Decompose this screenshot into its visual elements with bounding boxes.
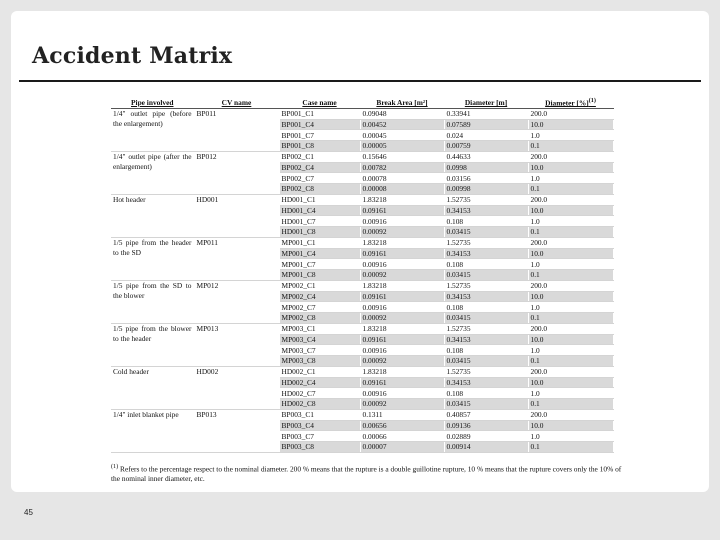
break-area-cell: 0.1311 — [360, 409, 444, 420]
break-area-cell: 0.00916 — [360, 345, 444, 356]
diameter-m-cell: 1.52735 — [444, 237, 528, 248]
diameter-m-cell: 1.52735 — [444, 366, 528, 377]
case-name-cell: MP002_C8 — [279, 313, 360, 324]
cv-name-cell: HD001 — [194, 194, 279, 237]
case-name-cell: HD002_C4 — [279, 377, 360, 388]
diameter-m-cell: 0.108 — [444, 259, 528, 270]
break-area-cell: 0.00452 — [360, 119, 444, 130]
diameter-percent-cell: 10.0 — [528, 377, 613, 388]
diameter-percent-cell: 0.1 — [528, 313, 613, 324]
diameter-m-cell: 0.108 — [444, 388, 528, 399]
break-area-cell: 0.00008 — [360, 184, 444, 195]
break-area-cell: 0.09161 — [360, 291, 444, 302]
page-number: 45 — [24, 508, 33, 517]
diameter-m-cell: 1.52735 — [444, 323, 528, 334]
diameter-percent-cell: 0.1 — [528, 356, 613, 367]
diameter-percent-cell: 200.0 — [528, 409, 613, 420]
diameter-m-cell: 0.02889 — [444, 431, 528, 442]
pipe-involved-cell: Hot header — [111, 194, 194, 237]
break-area-cell: 0.00005 — [360, 141, 444, 152]
break-area-cell: 0.15646 — [360, 151, 444, 162]
diameter-m-cell: 0.03156 — [444, 173, 528, 184]
break-area-cell: 0.00916 — [360, 388, 444, 399]
cv-name-cell: MP011 — [194, 237, 279, 280]
diameter-percent-cell: 0.1 — [528, 141, 613, 152]
pipe-involved-cell: 1/5 pipe from the blower to the header — [111, 323, 194, 366]
case-name-cell: BP002_C1 — [279, 151, 360, 162]
case-name-cell: MP002_C1 — [279, 280, 360, 291]
break-area-cell: 0.00045 — [360, 130, 444, 141]
break-area-cell: 0.00092 — [360, 399, 444, 410]
diameter-m-cell: 0.34153 — [444, 377, 528, 388]
diameter-percent-cell: 1.0 — [528, 216, 613, 227]
case-name-cell: MP001_C4 — [279, 248, 360, 259]
break-area-cell: 0.00916 — [360, 302, 444, 313]
case-name-cell: BP001_C8 — [279, 141, 360, 152]
diameter-percent-cell: 200.0 — [528, 237, 613, 248]
diameter-percent-cell: 0.1 — [528, 442, 613, 453]
diameter-m-cell: 0.33941 — [444, 108, 528, 119]
diameter-percent-cell: 10.0 — [528, 205, 613, 216]
diameter-m-cell: 0.34153 — [444, 291, 528, 302]
diameter-m-cell: 0.34153 — [444, 334, 528, 345]
case-name-cell: MP002_C4 — [279, 291, 360, 302]
pipe-involved-cell: 1/4" outlet pipe (after the enlargement) — [111, 151, 194, 194]
break-area-cell: 0.00916 — [360, 259, 444, 270]
table-row — [111, 323, 613, 334]
table-row — [111, 194, 613, 205]
header-diameter-percent-label: Diameter [%] — [545, 98, 589, 108]
case-name-cell: MP001_C7 — [279, 259, 360, 270]
header-diameter-percent — [528, 97, 613, 108]
table-header-row — [111, 97, 613, 108]
diameter-percent-cell: 200.0 — [528, 151, 613, 162]
diameter-m-cell: 0.00759 — [444, 141, 528, 152]
break-area-cell: 0.00092 — [360, 313, 444, 324]
diameter-percent-cell: 1.0 — [528, 259, 613, 270]
title-divider — [19, 80, 701, 82]
case-name-cell: BP002_C8 — [279, 184, 360, 195]
case-name-cell: BP001_C7 — [279, 130, 360, 141]
footnote — [111, 462, 631, 484]
break-area-cell: 1.83218 — [360, 323, 444, 334]
case-name-cell: HD002_C1 — [279, 366, 360, 377]
case-name-cell: HD002_C8 — [279, 399, 360, 410]
footnote-marker: (1) — [111, 464, 119, 470]
diameter-percent-cell: 1.0 — [528, 173, 613, 184]
diameter-percent-cell: 10.0 — [528, 248, 613, 259]
diameter-m-cell: 0.108 — [444, 216, 528, 227]
diameter-percent-cell: 0.1 — [528, 399, 613, 410]
header-pipe-involved: Pipe involved — [111, 97, 194, 108]
break-area-cell: 0.00078 — [360, 173, 444, 184]
footnote-text: Refers to the percentage respect to the nominal diameter. 200 % means that the rupture is a double guillotine rupture, 10 % means that the rupture covers only the 10% of the nominal inner diameter, etc. — [111, 464, 622, 484]
table-row — [111, 409, 613, 420]
diameter-m-cell: 0.00914 — [444, 442, 528, 453]
case-name-cell: BP003_C8 — [279, 442, 360, 453]
break-area-cell: 0.00092 — [360, 270, 444, 281]
diameter-percent-cell: 0.1 — [528, 270, 613, 281]
diameter-m-cell: 0.44633 — [444, 151, 528, 162]
diameter-m-cell: 0.024 — [444, 130, 528, 141]
header-diameter-m: Diameter [m] — [444, 97, 528, 108]
break-area-cell: 0.09161 — [360, 334, 444, 345]
diameter-m-cell: 0.03415 — [444, 399, 528, 410]
accident-matrix-table — [111, 97, 614, 453]
table-row — [111, 366, 613, 377]
case-name-cell: BP003_C7 — [279, 431, 360, 442]
break-area-cell: 0.00092 — [360, 227, 444, 238]
header-case-name: Case name — [279, 97, 360, 108]
case-name-cell: MP003_C8 — [279, 356, 360, 367]
case-name-cell: HD001_C8 — [279, 227, 360, 238]
diameter-percent-cell: 10.0 — [528, 162, 613, 173]
diameter-m-cell: 0.07589 — [444, 119, 528, 130]
diameter-m-cell: 0.34153 — [444, 205, 528, 216]
diameter-percent-cell: 1.0 — [528, 130, 613, 141]
diameter-percent-cell: 200.0 — [528, 280, 613, 291]
diameter-percent-cell: 1.0 — [528, 431, 613, 442]
diameter-percent-cell: 1.0 — [528, 345, 613, 356]
diameter-percent-cell: 200.0 — [528, 366, 613, 377]
case-name-cell: BP002_C4 — [279, 162, 360, 173]
pipe-involved-cell: 1/4" inlet blanket pipe — [111, 409, 194, 452]
pipe-involved-cell: Cold header — [111, 366, 194, 409]
case-name-cell: BP001_C4 — [279, 119, 360, 130]
diameter-percent-cell: 200.0 — [528, 108, 613, 119]
case-name-cell: MP001_C8 — [279, 270, 360, 281]
break-area-cell: 0.00066 — [360, 431, 444, 442]
diameter-percent-cell: 10.0 — [528, 420, 613, 431]
break-area-cell: 1.83218 — [360, 194, 444, 205]
case-name-cell: BP001_C1 — [279, 108, 360, 119]
diameter-m-cell: 0.00998 — [444, 184, 528, 195]
diameter-percent-cell: 10.0 — [528, 291, 613, 302]
diameter-percent-cell: 0.1 — [528, 227, 613, 238]
break-area-cell: 1.83218 — [360, 366, 444, 377]
break-area-cell: 0.00782 — [360, 162, 444, 173]
pipe-involved-cell: 1/5 pipe from the header to the SD — [111, 237, 194, 280]
diameter-m-cell: 0.03415 — [444, 227, 528, 238]
diameter-percent-cell: 200.0 — [528, 194, 613, 205]
pipe-involved-cell: 1/5 pipe from the SD to the blower — [111, 280, 194, 323]
break-area-cell: 0.00656 — [360, 420, 444, 431]
case-name-cell: MP003_C4 — [279, 334, 360, 345]
diameter-m-cell: 1.52735 — [444, 194, 528, 205]
break-area-cell: 0.09048 — [360, 108, 444, 119]
break-area-cell: 0.09161 — [360, 248, 444, 259]
table-row — [111, 237, 613, 248]
case-name-cell: MP003_C7 — [279, 345, 360, 356]
case-name-cell: HD001_C1 — [279, 194, 360, 205]
diameter-m-cell: 0.0998 — [444, 162, 528, 173]
case-name-cell: MP001_C1 — [279, 237, 360, 248]
diameter-percent-cell: 200.0 — [528, 323, 613, 334]
case-name-cell: MP002_C7 — [279, 302, 360, 313]
break-area-cell: 1.83218 — [360, 237, 444, 248]
diameter-m-cell: 0.108 — [444, 345, 528, 356]
page-title: Accident Matrix — [32, 43, 233, 69]
diameter-m-cell: 0.03415 — [444, 313, 528, 324]
cv-name-cell: HD002 — [194, 366, 279, 409]
break-area-cell: 0.09161 — [360, 377, 444, 388]
diameter-percent-cell: 1.0 — [528, 302, 613, 313]
diameter-m-cell: 0.03415 — [444, 356, 528, 367]
break-area-cell: 0.00916 — [360, 216, 444, 227]
header-footnote-marker: (1) — [588, 98, 596, 104]
cv-name-cell: BP012 — [194, 151, 279, 194]
break-area-cell: 0.09161 — [360, 205, 444, 216]
break-area-cell: 1.83218 — [360, 280, 444, 291]
diameter-percent-cell: 10.0 — [528, 119, 613, 130]
case-name-cell: HD001_C7 — [279, 216, 360, 227]
diameter-m-cell: 1.52735 — [444, 280, 528, 291]
table-body — [111, 108, 613, 452]
break-area-cell: 0.00007 — [360, 442, 444, 453]
cv-name-cell: MP012 — [194, 280, 279, 323]
break-area-cell: 0.00092 — [360, 356, 444, 367]
diameter-m-cell: 0.34153 — [444, 248, 528, 259]
case-name-cell: HD002_C7 — [279, 388, 360, 399]
diameter-percent-cell: 1.0 — [528, 388, 613, 399]
table-row — [111, 151, 613, 162]
case-name-cell: HD001_C4 — [279, 205, 360, 216]
case-name-cell: BP003_C4 — [279, 420, 360, 431]
case-name-cell: BP003_C1 — [279, 409, 360, 420]
table-row — [111, 280, 613, 291]
diameter-percent-cell: 0.1 — [528, 184, 613, 195]
diameter-m-cell: 0.108 — [444, 302, 528, 313]
pipe-involved-cell: 1/4" outlet pipe (before the enlargement) — [111, 108, 194, 151]
table-row — [111, 108, 613, 119]
header-break-area: Break Area [m²] — [360, 97, 444, 108]
cv-name-cell: BP013 — [194, 409, 279, 452]
case-name-cell: BP002_C7 — [279, 173, 360, 184]
cv-name-cell: BP011 — [194, 108, 279, 151]
cv-name-cell: MP013 — [194, 323, 279, 366]
header-cv-name: CV name — [194, 97, 279, 108]
diameter-percent-cell: 10.0 — [528, 334, 613, 345]
case-name-cell: MP003_C1 — [279, 323, 360, 334]
diameter-m-cell: 0.09136 — [444, 420, 528, 431]
diameter-m-cell: 0.03415 — [444, 270, 528, 281]
diameter-m-cell: 0.40857 — [444, 409, 528, 420]
